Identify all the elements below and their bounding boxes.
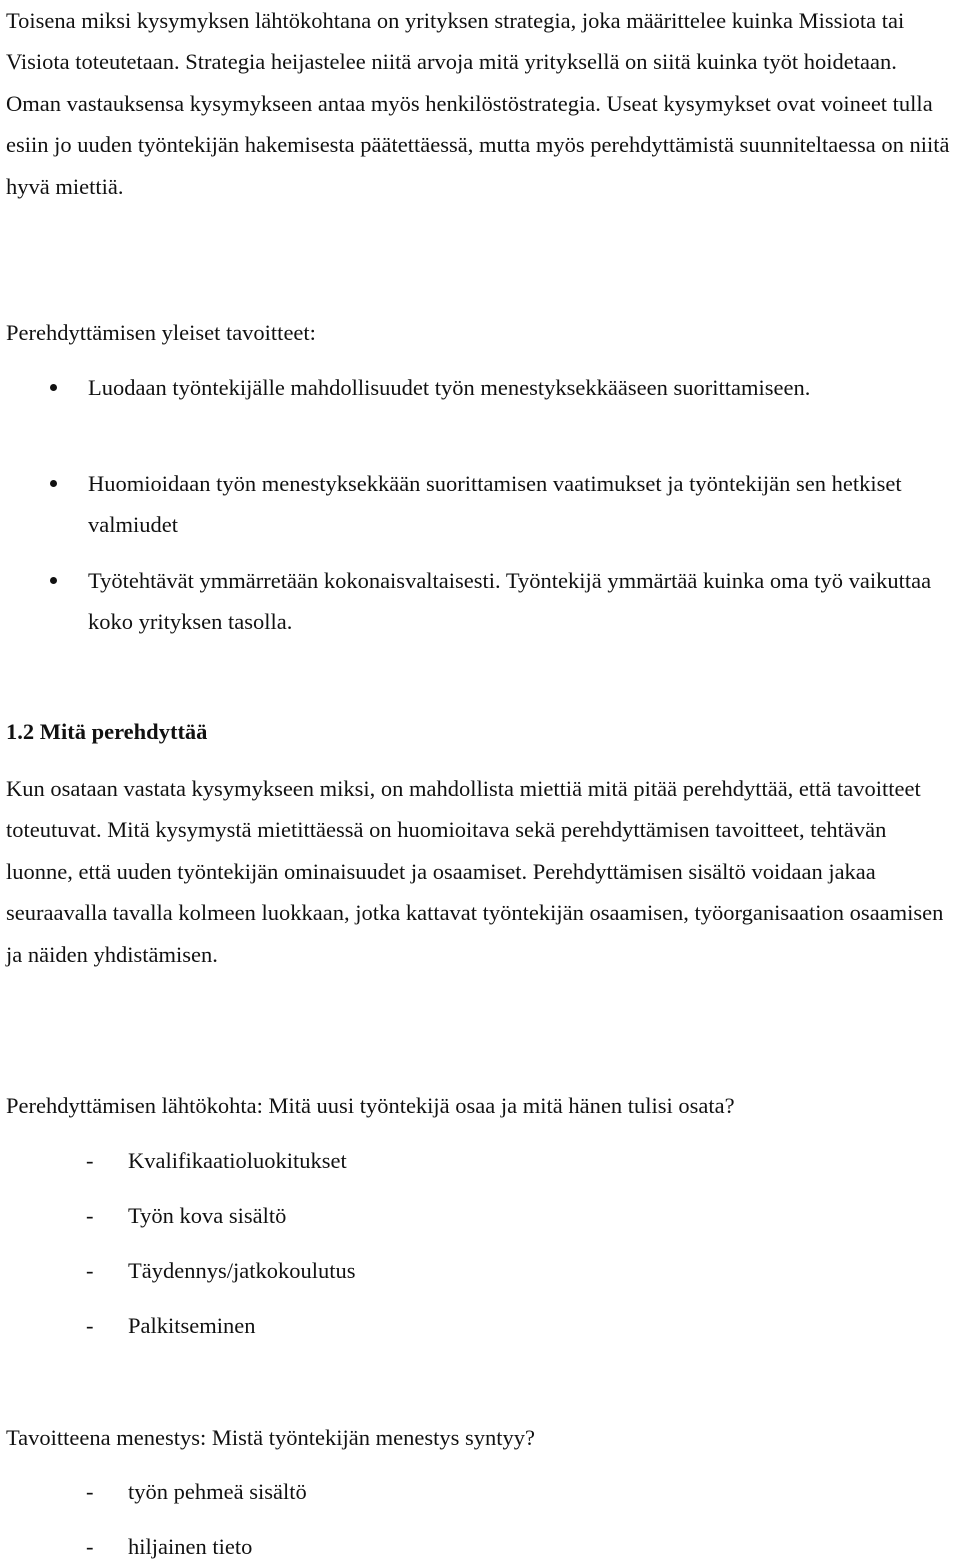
goal-text: Huomioidaan työn menestyksekkään suorittamisen vaatimukset ja työntekijän sen hetkiset valmiudet bbox=[88, 471, 902, 538]
starting-point-text: Palkitseminen bbox=[128, 1313, 256, 1338]
starting-point-item bbox=[0, 1251, 960, 1291]
bullet-icon bbox=[50, 480, 57, 487]
goal-text: Työtehtävät ymmärretään kokonaisvaltaisesti. Työntekijä ymmärtää kuinka oma työ vaikuttaa koko yrityksen tasolla. bbox=[88, 568, 932, 635]
starting-point-item bbox=[0, 1306, 960, 1346]
starting-point-item bbox=[0, 1141, 960, 1181]
bullet-icon bbox=[50, 384, 57, 391]
section-heading: 1.2 Mitä perehdyttää bbox=[6, 719, 208, 744]
intro-paragraph: Toisena miksi kysymyksen lähtökohtana on yrityksen strategia, joka määrittelee kuinka Missiota tai Visiota toteutetaan. Strategia heijastelee niitä arvoja mitä yrityksellä on siitä kuinka työt hoidetaan. Oman vastauksensa kysymykseen antaa myös henkilöstöstrategia. Useat kysymykset ovat voineet tulla esiin jo uuden työntekijän hakemisesta päätettäessä, mutta myös perehdyttämistä suunniteltaessa on niitä hyvä miettiä. bbox=[6, 8, 950, 199]
dash-marker: - bbox=[86, 1148, 94, 1173]
section-paragraph: Kun osataan vastata kysymykseen miksi, on mahdollista miettiä mitä pitää perehdyttää, että tavoitteet toteutuvat. Mitä kysymystä mietittäessä on huomioitava sekä perehdyttämisen tavoitteet, tehtävän luonne, että uuden työntekijän ominaisuudet ja osaamiset. Perehdyttämisen sisältö voidaan jakaa seuraavalla tavalla kolmeen luokkaan, jotka kattavat työntekijän osaamisen, työorganisaation osaamisen ja näiden yhdistämisen. bbox=[6, 776, 944, 967]
success-text: hiljainen tieto bbox=[128, 1534, 253, 1559]
starting-point-title: Perehdyttämisen lähtökohta: Mitä uusi työntekijä osaa ja mitä hänen tulisi osata? bbox=[6, 1093, 735, 1118]
starting-point-text: Kvalifikaatioluokitukset bbox=[128, 1148, 347, 1173]
starting-point-item bbox=[0, 1196, 960, 1236]
success-item bbox=[0, 1527, 960, 1567]
success-title: Tavoitteena menestys: Mistä työntekijän menestys syntyy? bbox=[6, 1425, 535, 1450]
dash-marker: - bbox=[86, 1479, 94, 1504]
starting-point-text: Täydennys/jatkokoulutus bbox=[128, 1258, 356, 1283]
goal-text: Luodaan työntekijälle mahdollisuudet työn menestyksekkääseen suorittamiseen. bbox=[88, 375, 811, 400]
success-item bbox=[0, 1472, 960, 1512]
starting-point-text: Työn kova sisältö bbox=[128, 1203, 287, 1228]
dash-marker: - bbox=[86, 1203, 94, 1228]
dash-marker: - bbox=[86, 1534, 94, 1559]
dash-marker: - bbox=[86, 1313, 94, 1338]
goals-intro: Perehdyttämisen yleiset tavoitteet: bbox=[6, 320, 316, 345]
bullet-icon bbox=[50, 577, 57, 584]
dash-marker: - bbox=[86, 1258, 94, 1283]
success-text: työn pehmeä sisältö bbox=[128, 1479, 307, 1504]
